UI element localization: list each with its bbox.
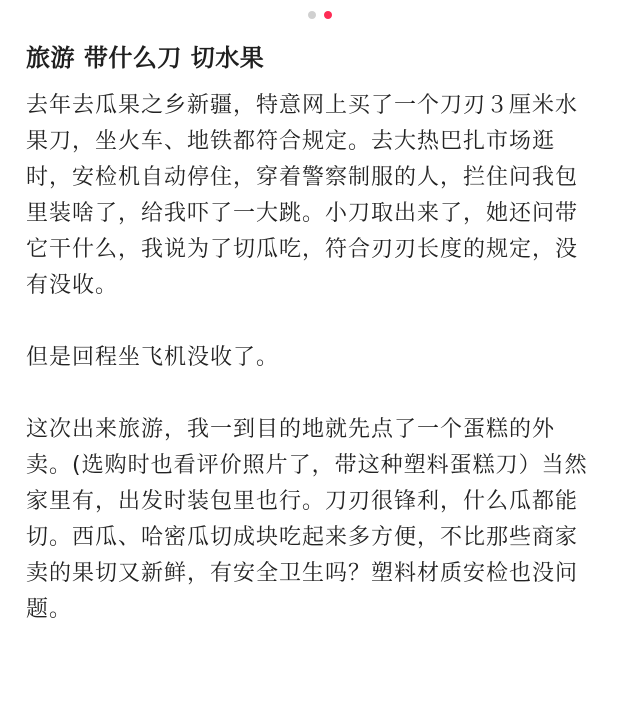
paragraph-1 bbox=[26, 88, 626, 304]
paragraph-spacer bbox=[26, 304, 626, 340]
paragraph-line: 时，安检机自动停住，穿着警察制服的人，拦住问我包 bbox=[26, 165, 579, 190]
paragraph-spacer bbox=[26, 376, 626, 412]
paragraph-line: 卖的果切又新鲜，有安全卫生吗？塑料材质安检也没问 bbox=[26, 561, 579, 586]
paragraph-line: 这次出来旅游，我一到目的地就先点了一个蛋糕的外 bbox=[26, 417, 556, 442]
paragraph-line: 它干什么，我说为了切瓜吃，符合刃刃长度的规定，没 bbox=[26, 237, 579, 262]
article-title: 旅游 带什么刀 切水果 bbox=[26, 44, 265, 72]
paragraph-line: 去年去瓜果之乡新疆，特意网上买了一个刀刃３厘米水 bbox=[26, 93, 579, 118]
paragraph-line: 里装啥了，给我吓了一大跳。小刀取出来了，她还问带 bbox=[26, 201, 579, 226]
paragraph-2 bbox=[26, 340, 626, 376]
pager-dot-2-active[interactable] bbox=[324, 11, 332, 19]
paragraph-3 bbox=[26, 412, 626, 628]
article-body bbox=[26, 38, 626, 628]
paragraph-line: 题。 bbox=[26, 597, 73, 622]
paragraph-line: 果刀，坐火车、地铁都符合规定。去大热巴扎市场逛 bbox=[26, 129, 556, 154]
paragraph-line: 家里有，出发时装包里也行。刀刃很锋利，什么瓜都能 bbox=[26, 489, 579, 514]
image-pager-indicator bbox=[0, 11, 640, 19]
paragraph-line: 但是回程坐飞机没收了。 bbox=[26, 345, 280, 370]
paragraph-line: 切。西瓜、哈密瓜切成块吃起来多方便，不比那些商家 bbox=[26, 525, 579, 550]
paragraph-line: 卖。(选购时也看评价照片了，带这种塑料蛋糕刀）当然 bbox=[26, 453, 588, 478]
pager-dot-1[interactable] bbox=[308, 11, 316, 19]
paragraph-line: 有没收。 bbox=[26, 273, 119, 298]
